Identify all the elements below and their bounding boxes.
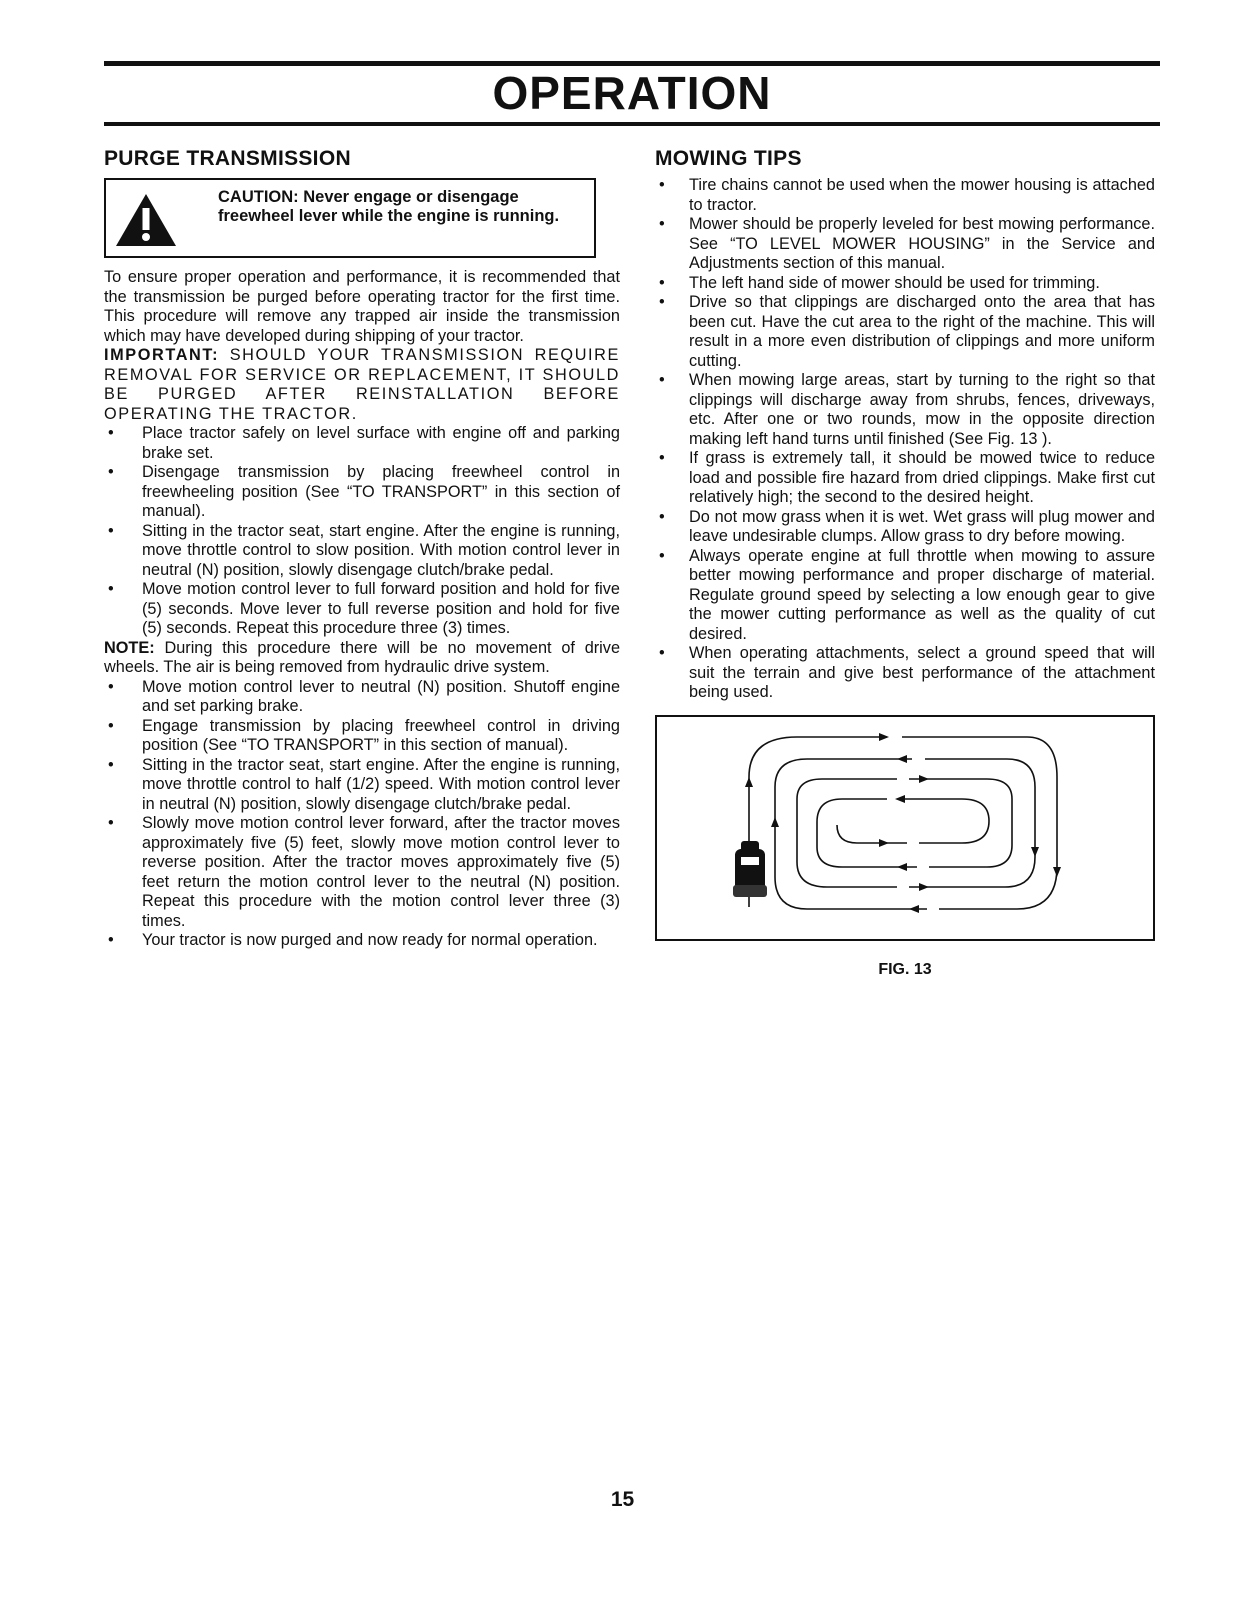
- list-item: • Your tractor is now purged and now ready for normal operation.: [108, 931, 598, 949]
- page-title: OPERATION: [492, 67, 772, 119]
- caution-text: CAUTION: Never engage or disengage freewheel lever while the engine is running.: [218, 188, 560, 225]
- list-item: • Do not mow grass when it is wet. Wet grass will plug mower and leave undesirable clumps. Allow grass to dry before mowing.: [659, 507, 1155, 545]
- list-item: • Engage transmission by placing freewheel control in driving position (See “TO TRANSPORT” in this section of manual).: [108, 716, 620, 754]
- mowing-heading: MOWING TIPS: [655, 147, 802, 170]
- list-item: • When operating attachments, select a ground speed that will suit the terrain and give best performance of the attachment being used.: [659, 644, 1155, 701]
- note-paragraph: [104, 639, 620, 678]
- list-item: • Move motion control lever to neutral (N) position. Shutoff engine and set parking brake.: [108, 677, 620, 715]
- list-item: • Always operate engine at full throttle when mowing to assure better mowing performance and proper discharge of material. Regulate ground speed by selecting a low enough gear to give the mower cutting performance as well as the quality of cut desired.: [659, 546, 1155, 643]
- mowing-tips-section: [655, 146, 1155, 979]
- list-item: • Sitting in the tractor seat, start engine. After the engine is running, move throttle control to half (1/2) speed. With motion control lever in neutral (N) position, slowly disengage clutch/brake pedal.: [108, 755, 620, 813]
- important-notice: [104, 346, 620, 424]
- list-item: • Drive so that clippings are discharged onto the area that has been cut. Have the cut area to the right of the machine. This will result in a more even distribution of clippings and more uniform cutting.: [659, 293, 1155, 370]
- important-label: IMPORTANT:: [104, 346, 220, 364]
- list-item: • Slowly move motion control lever forward, after the tractor moves approximately five (5) feet, slowly move motion control lever to reverse position. After the tractor moves approximately five (5) feet return the motion control lever to the neutral (N) position. Repeat this procedure with the motion control lever three (3) times.: [108, 814, 620, 930]
- list-item: • Move motion control lever to full forward position and hold for five (5) seconds. Move lever to full reverse position and hold for five (5) seconds. Repeat this procedure three (3) times.: [108, 580, 620, 637]
- note-label: NOTE:: [104, 638, 155, 657]
- list-item: • Mower should be properly leveled for best mowing performance. See “TO LEVEL MOWER HOUSING” in the Service and Adjustments section of this manual.: [659, 215, 1155, 272]
- list-item: • Disengage transmission by placing freewheel control in freewheeling position (See “TO TRANSPORT” in this section of manual).: [108, 463, 620, 520]
- purge-transmission-section: [104, 146, 620, 951]
- note-text: During this procedure there will be no movement of drive wheels. The air is being removed from hydraulic drive system.: [104, 638, 620, 676]
- figure-label: FIG. 13: [878, 960, 932, 978]
- caution-box: [104, 178, 596, 258]
- list-item: • If grass is extremely tall, it should be mowed twice to reduce load and possible fire hazard from dried clippings. Make first cut relatively high; the second to the desired height.: [659, 449, 1155, 506]
- title-underline: [104, 122, 1160, 126]
- intro-paragraph: To ensure proper operation and performance, it is recommended that the transmission be purged before operating tractor for the first time. This procedure will remove any trapped air inside the transmission which may have developed during shipping of your tractor.: [104, 268, 620, 345]
- list-item: • Place tractor safely on level surface with engine off and parking brake set.: [108, 424, 620, 462]
- tractor-icon: [733, 841, 767, 897]
- list-item: • The left hand side of mower should be used for trimming.: [659, 273, 1100, 292]
- warning-icon: [114, 192, 178, 248]
- list-item: • Sitting in the tractor seat, start engine. After the engine is running, move throttle control to slow position. With motion control lever in neutral (N) position, slowly disengage clutch/brake pedal.: [108, 521, 620, 579]
- important-text: SHOULD YOUR TRANSMISSION REQUIRE REMOVAL FOR SERVICE OR REPLACEMENT, IT SHOULD BE PURGED AFTER REINSTALLATION BEFORE OPERATING THE TRACTOR.: [104, 346, 620, 423]
- list-item: • Tire chains cannot be used when the mower housing is attached to tractor.: [659, 176, 1155, 214]
- mowing-pattern-figure: [655, 715, 1155, 941]
- mowing-pattern-diagram: [657, 717, 1153, 935]
- purge-steps-list-b: [104, 678, 620, 951]
- list-item: • When mowing large areas, start by turning to the right so that clippings will discharge away from shrubs, fences, driveways, etc. After one or two rounds, mow in the opposite direction making left hand turns until finished (See Fig. 13 ).: [659, 371, 1155, 448]
- page-number: 15: [610, 1488, 635, 1511]
- purge-heading: PURGE TRANSMISSION: [104, 147, 351, 170]
- mowing-tips-list: [655, 176, 1155, 703]
- purge-steps-list-a: [104, 424, 620, 639]
